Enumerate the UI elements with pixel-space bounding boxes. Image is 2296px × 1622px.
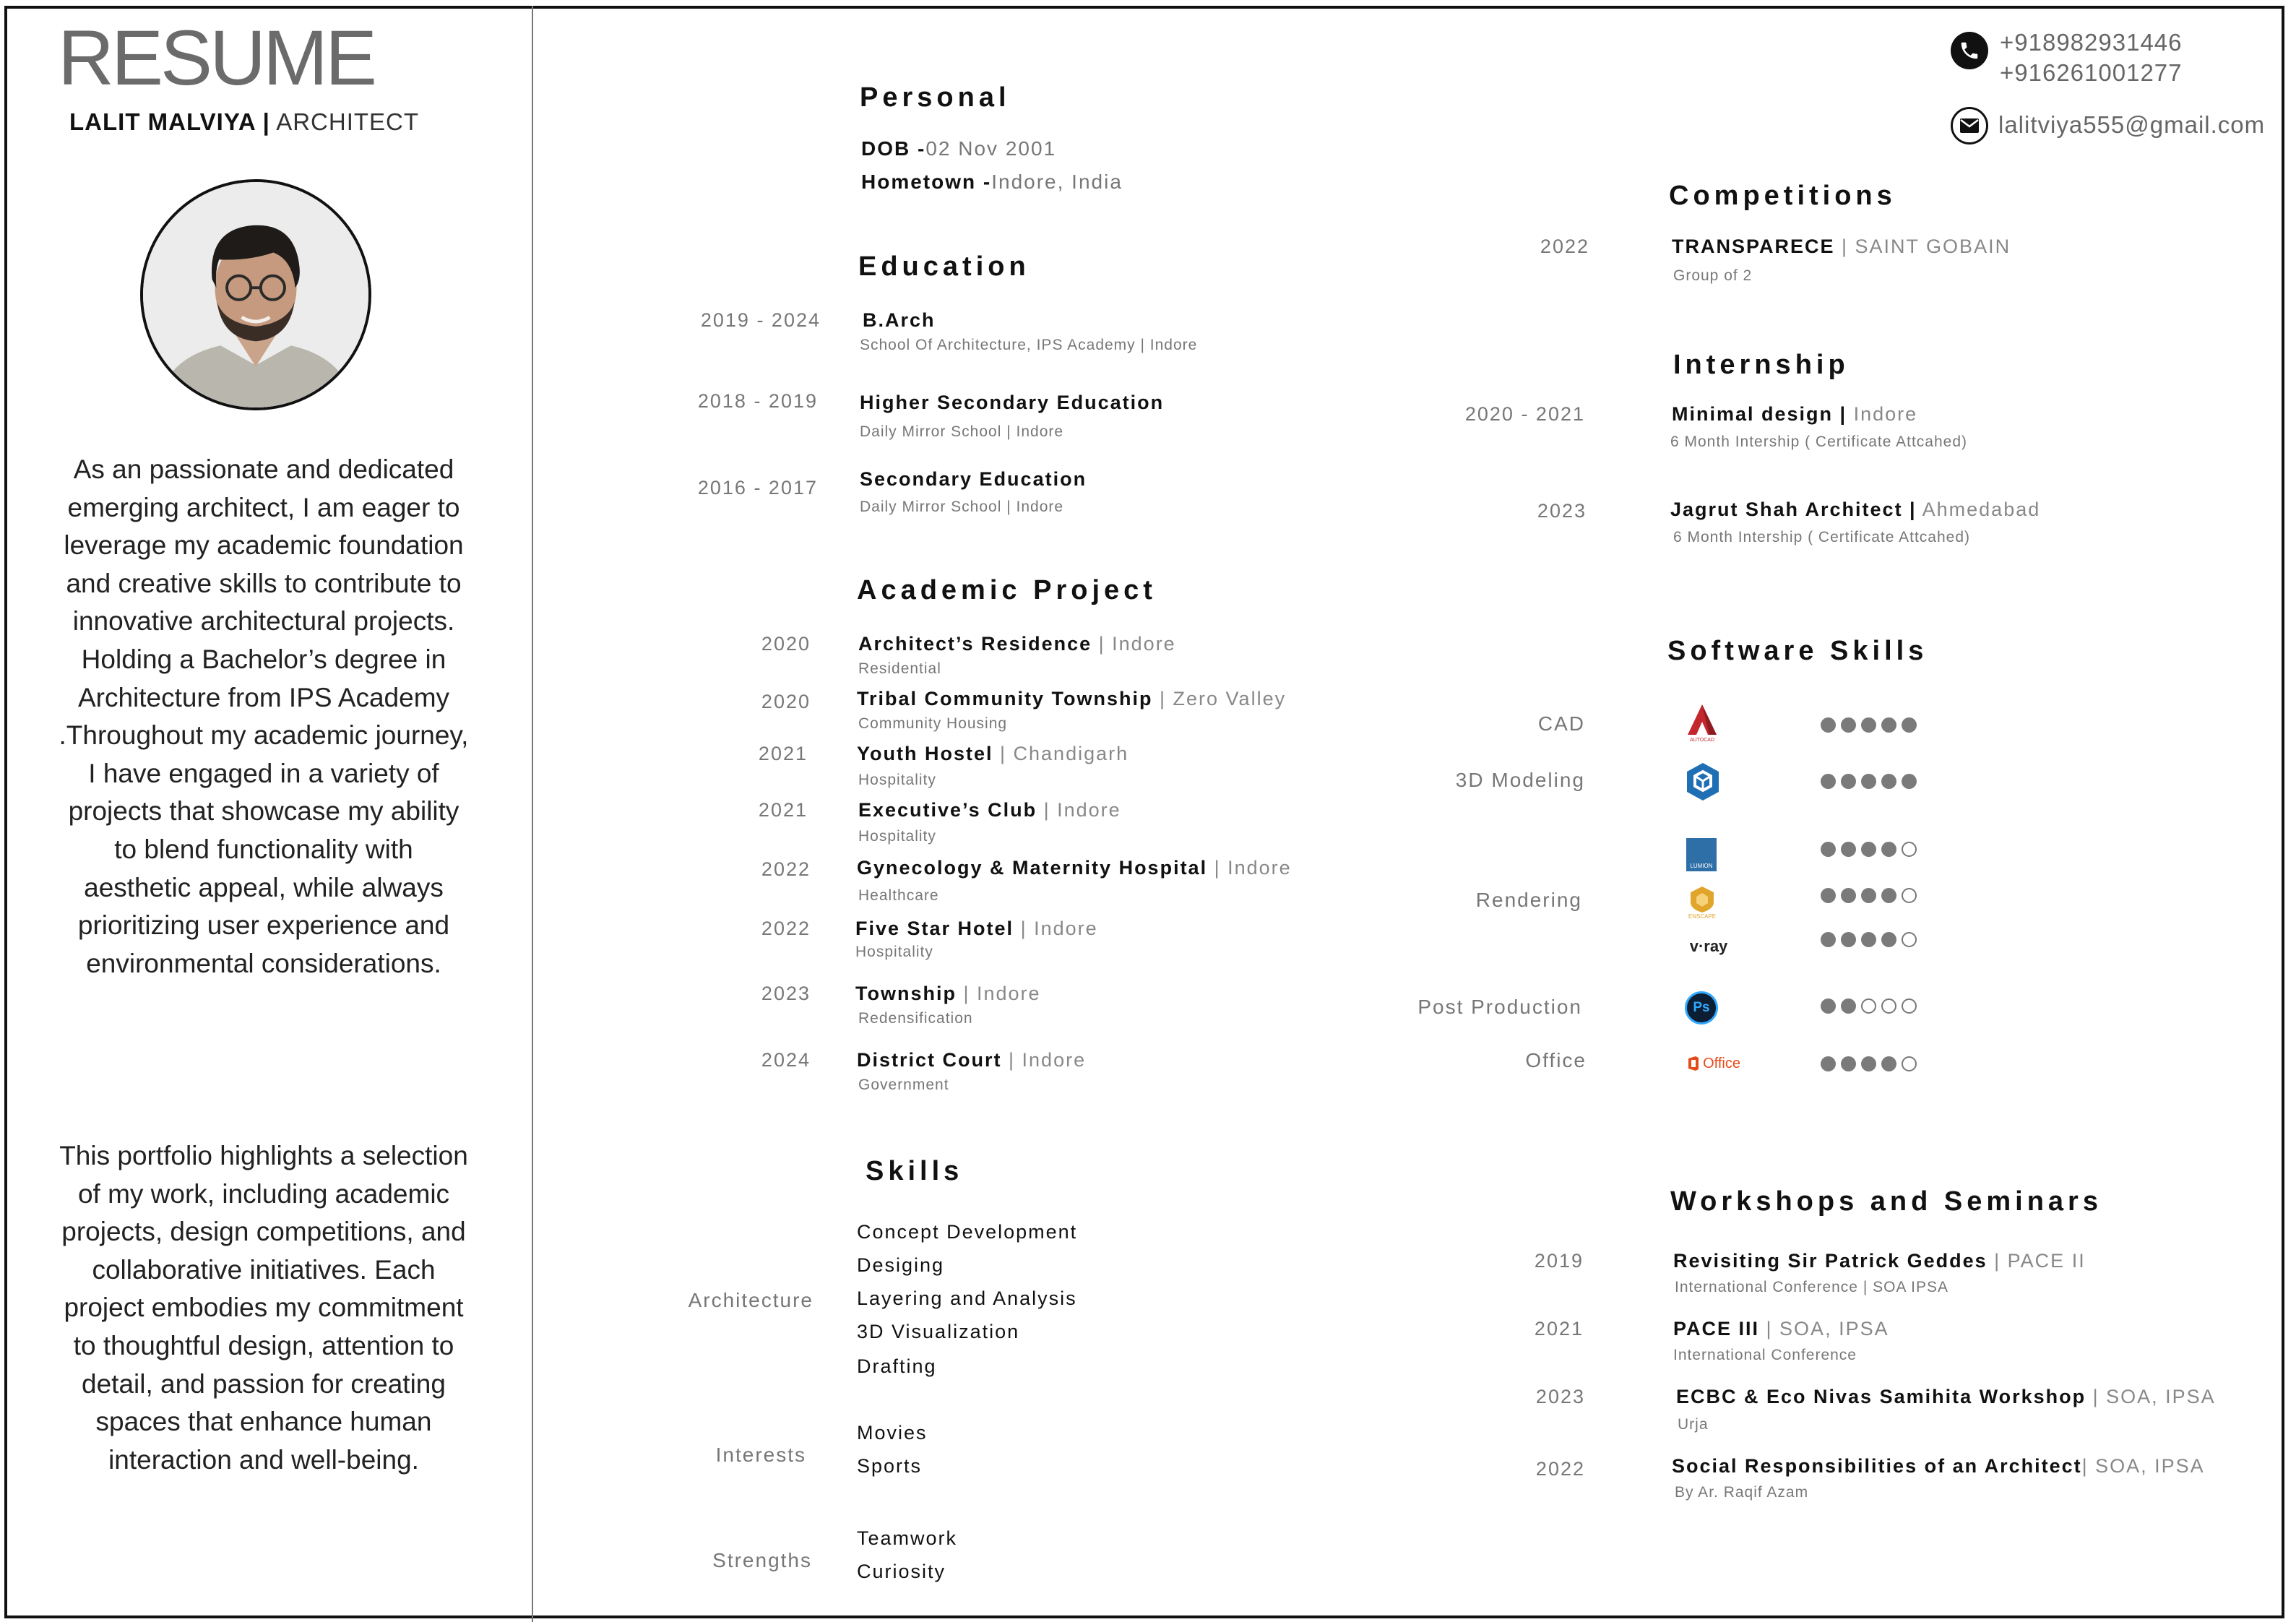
workshop-org: | PACE II xyxy=(1987,1250,2086,1272)
skill-item: Drafting xyxy=(857,1355,937,1377)
project-type: Healthcare xyxy=(858,887,939,904)
rating-dot-empty xyxy=(1902,932,1917,947)
sketchup-logo-icon xyxy=(1683,760,1722,803)
project-title xyxy=(858,799,1121,821)
internship-years: 2020 - 2021 xyxy=(1464,403,1585,425)
rating-dots xyxy=(1821,888,1917,903)
phone-number-1[interactable]: +918982931446 xyxy=(2000,29,2183,56)
hometown-line xyxy=(861,171,1123,194)
about-paragraph-2: This portfolio highlights a selection of my work, including academic projects, design competitions, and collaborative initiatives. Each project embodies my commitment to thoughtful design, attention to detail, and passion for creating spaces that enhance human interaction and well-being. xyxy=(59,1141,468,1475)
project-title xyxy=(857,688,1286,710)
competition-sub: Group of 2 xyxy=(1673,267,1753,284)
skill-item: Layering and Analysis xyxy=(857,1287,1077,1309)
workshop-sub: By Ar. Raqif Azam xyxy=(1675,1484,1809,1501)
education-title: B.Arch xyxy=(863,309,936,331)
internship-name: Minimal design | xyxy=(1672,403,1847,425)
rating-dot-filled xyxy=(1841,1056,1856,1071)
vray-logo-icon: v·ray xyxy=(1689,937,1728,955)
workshop-org: | SOA, IPSA xyxy=(1759,1318,1889,1340)
rating-dot-filled xyxy=(1881,717,1896,733)
office-logo-text: Office xyxy=(1703,1055,1740,1071)
phone-icon xyxy=(1951,32,1988,69)
rating-dot-filled xyxy=(1821,888,1836,903)
software-category: 3D Modeling xyxy=(1455,769,1585,791)
project-type: Redensification xyxy=(858,1010,973,1027)
workshop-name: ECBC & Eco Nivas Samihita Workshop xyxy=(1676,1386,2086,1407)
project-title xyxy=(857,743,1128,765)
workshop-title xyxy=(1673,1318,1889,1340)
skill-item: Concept Development xyxy=(857,1221,1078,1243)
project-name: Township xyxy=(855,983,957,1004)
rating-dot-filled xyxy=(1821,842,1836,857)
project-location: | Indore xyxy=(1037,799,1121,821)
rating-dot-filled xyxy=(1902,717,1917,733)
education-school: Daily Mirror School | Indore xyxy=(860,423,1064,440)
project-type: Government xyxy=(858,1077,949,1093)
project-year: 2024 xyxy=(761,1049,811,1071)
workshop-name: PACE III xyxy=(1673,1318,1760,1340)
project-location: | Chandigarh xyxy=(993,743,1129,764)
about-paragraph-1: As an passionate and dedicated emerging architect, I am eager to leverage my academic foundation and creative skills to contribute to innovative architectural projects. Holding a Bachelor’s degree in Architecture from IPS Academy .Throughout my academic journey, I have engaged in a variety of projects that showcase my ability to blend functionality with aesthetic appeal, while always prioritizing user experience and environmental considerations. xyxy=(59,454,469,978)
mail-icon xyxy=(1951,107,1988,144)
architecture-label: Architecture xyxy=(688,1289,813,1311)
project-location: | Indore xyxy=(956,983,1041,1004)
project-year: 2020 xyxy=(761,633,811,655)
rating-dot-filled xyxy=(1861,888,1876,903)
rating-dot-filled xyxy=(1821,932,1836,947)
workshop-sub: International Conference | SOA IPSA xyxy=(1675,1279,1948,1295)
rating-dot-filled xyxy=(1841,932,1856,947)
workshop-name: Revisiting Sir Patrick Geddes xyxy=(1673,1250,1988,1272)
dob-label: DOB - xyxy=(861,137,926,160)
project-location: | Indore xyxy=(1092,633,1176,655)
strengths-label: Strengths xyxy=(712,1549,812,1571)
lumion-logo-text: LUMION xyxy=(1690,863,1713,869)
dob-value: 02 Nov 2001 xyxy=(925,137,1057,160)
education-school: Daily Mirror School | Indore xyxy=(860,499,1064,515)
rating-dot-empty xyxy=(1902,888,1917,903)
email-link[interactable]: lalitviya555@gmail.com xyxy=(1998,111,2266,138)
education-title: Higher Secondary Education xyxy=(860,392,1165,413)
rating-dots xyxy=(1821,998,1917,1014)
project-location: | Indore xyxy=(1001,1049,1087,1071)
rating-dot-filled xyxy=(1861,842,1876,857)
workshop-org: | SOA, IPSA xyxy=(2086,1386,2216,1407)
rating-dots xyxy=(1821,1056,1917,1071)
workshop-sub: Urja xyxy=(1678,1416,1709,1433)
rating-dot-empty xyxy=(1861,998,1876,1014)
academic-project-heading: Academic Project xyxy=(857,575,1157,605)
photoshop-logo-icon: Ps xyxy=(1685,991,1718,1024)
rating-dot-filled xyxy=(1861,932,1876,947)
project-title xyxy=(855,983,1041,1005)
project-location: | Indore xyxy=(1207,857,1292,879)
rating-dot-empty xyxy=(1902,998,1917,1014)
rating-dot-filled xyxy=(1881,774,1896,789)
office-logo-icon xyxy=(1683,1052,1744,1075)
rating-dot-filled xyxy=(1821,717,1836,733)
project-title xyxy=(857,1049,1086,1071)
education-title: Secondary Education xyxy=(860,468,1087,490)
internship-name: Jagrut Shah Architect | xyxy=(1670,499,1917,520)
dob-line xyxy=(861,137,1056,160)
internship-location: Indore xyxy=(1847,403,1918,425)
project-title xyxy=(855,918,1098,940)
rating-dot-filled xyxy=(1881,888,1896,903)
rating-dot-filled xyxy=(1881,1056,1896,1071)
competition-org: | SAINT GOBAIN xyxy=(1834,236,2011,257)
rating-dot-filled xyxy=(1841,774,1856,789)
project-year: 2021 xyxy=(758,743,808,764)
competition-year: 2022 xyxy=(1540,236,1589,257)
hometown-label: Hometown - xyxy=(861,171,992,193)
rating-dot-filled xyxy=(1841,717,1856,733)
strength-item: Curiosity xyxy=(857,1561,946,1582)
internship-title xyxy=(1670,499,2040,521)
rating-dot-empty xyxy=(1902,842,1917,857)
skills-heading: Skills xyxy=(866,1156,964,1186)
internship-sub: 6 Month Intership ( Certificate Attcahed) xyxy=(1670,433,1968,450)
enscape-logo-icon xyxy=(1683,883,1721,922)
project-type: Hospitality xyxy=(855,944,933,960)
workshop-year: 2019 xyxy=(1534,1250,1584,1272)
lumion-logo-icon xyxy=(1686,838,1717,871)
person-name: LALIT MALVIYA | xyxy=(69,108,270,135)
rating-dot-filled xyxy=(1841,888,1856,903)
autocad-logo-icon xyxy=(1680,699,1724,746)
competition-name: TRANSPARECE xyxy=(1672,236,1835,257)
column-divider xyxy=(532,6,533,1622)
project-year: 2023 xyxy=(761,983,811,1004)
rating-dot-filled xyxy=(1861,717,1876,733)
education-school: School Of Architecture, IPS Academy | Indore xyxy=(860,337,1198,353)
profile-photo-icon xyxy=(143,182,368,407)
project-title xyxy=(857,857,1292,879)
workshops-heading: Workshops and Seminars xyxy=(1670,1186,2102,1217)
project-type: Hospitality xyxy=(858,828,936,845)
project-year: 2022 xyxy=(761,858,811,880)
skill-item: 3D Visualization xyxy=(857,1321,1020,1342)
project-year: 2020 xyxy=(761,691,811,712)
name-line xyxy=(69,108,419,136)
education-years: 2019 - 2024 xyxy=(700,309,821,331)
strength-item: Teamwork xyxy=(857,1527,958,1549)
workshop-year: 2021 xyxy=(1534,1318,1584,1340)
project-name: Youth Hostel xyxy=(857,743,993,764)
project-name: District Court xyxy=(857,1049,1002,1071)
workshop-year: 2022 xyxy=(1535,1458,1585,1480)
internship-location: Ahmedabad xyxy=(1916,499,2041,520)
project-year: 2021 xyxy=(758,799,808,821)
project-name: Gynecology & Maternity Hospital xyxy=(857,857,1208,879)
competition-title xyxy=(1672,236,2011,258)
project-type: Hospitality xyxy=(858,772,936,788)
interest-item: Movies xyxy=(857,1422,928,1444)
rating-dot-empty xyxy=(1902,1056,1917,1071)
rating-dot-filled xyxy=(1881,842,1896,857)
workshop-title xyxy=(1672,1455,2205,1478)
workshop-title xyxy=(1673,1250,2086,1272)
education-heading: Education xyxy=(858,251,1030,282)
project-name: Tribal Community Township xyxy=(857,688,1153,709)
software-category: CAD xyxy=(1537,712,1585,735)
project-type: Community Housing xyxy=(858,715,1008,732)
rating-dot-filled xyxy=(1821,998,1836,1014)
rating-dot-filled xyxy=(1881,932,1896,947)
education-years: 2016 - 2017 xyxy=(697,477,818,499)
interest-item: Sports xyxy=(857,1455,923,1477)
rating-dot-filled xyxy=(1841,842,1856,857)
workshop-sub: International Conference xyxy=(1673,1347,1857,1363)
personal-heading: Personal xyxy=(860,82,1011,113)
internship-title xyxy=(1672,403,1917,426)
project-location: | Indore xyxy=(1014,918,1098,939)
competitions-heading: Competitions xyxy=(1669,181,1896,211)
rating-dot-filled xyxy=(1861,1056,1876,1071)
rating-dot-filled xyxy=(1841,998,1856,1014)
project-location: | Zero Valley xyxy=(1152,688,1287,709)
hometown-value: Indore, India xyxy=(991,171,1123,193)
phone-number-2[interactable]: +916261001277 xyxy=(2000,59,2183,86)
rating-dot-filled xyxy=(1821,1056,1836,1071)
person-role: ARCHITECT xyxy=(269,108,420,135)
rating-dot-filled xyxy=(1902,774,1917,789)
rating-dots xyxy=(1821,774,1917,789)
software-skills-heading: Software Skills xyxy=(1667,636,1928,666)
project-name: Executive’s Club xyxy=(858,799,1037,821)
internship-sub: 6 Month Intership ( Certificate Attcahed) xyxy=(1673,529,1971,545)
rating-dots xyxy=(1821,717,1917,733)
skill-item: Desiging xyxy=(857,1254,945,1276)
workshop-title xyxy=(1676,1386,2216,1408)
internship-years: 2023 xyxy=(1537,500,1587,522)
workshop-year: 2023 xyxy=(1535,1386,1585,1407)
resume-title: RESUME xyxy=(58,14,375,101)
project-title xyxy=(858,633,1176,655)
internship-heading: Internship xyxy=(1673,350,1850,380)
workshop-name: Social Responsibilities of an Architect xyxy=(1672,1455,2082,1477)
interests-label: Interests xyxy=(715,1444,806,1466)
project-type: Residential xyxy=(858,660,941,677)
rating-dot-filled xyxy=(1861,774,1876,789)
workshop-org: | SOA, IPSA xyxy=(2081,1455,2205,1477)
rating-dot-empty xyxy=(1881,998,1896,1014)
avatar xyxy=(140,179,371,410)
software-category: Office xyxy=(1525,1049,1587,1071)
rating-dots xyxy=(1821,842,1917,857)
software-category: Rendering xyxy=(1475,889,1582,911)
autocad-logo-text: AUTOCAD xyxy=(1689,737,1715,743)
software-category: Post Production xyxy=(1417,996,1582,1018)
project-year: 2022 xyxy=(761,918,811,939)
project-name: Five Star Hotel xyxy=(855,918,1014,939)
enscape-logo-text: ENSCAPE xyxy=(1688,913,1717,920)
education-years: 2018 - 2019 xyxy=(697,390,818,412)
project-name: Architect’s Residence xyxy=(858,633,1092,655)
rating-dots xyxy=(1821,932,1917,947)
rating-dot-filled xyxy=(1821,774,1836,789)
